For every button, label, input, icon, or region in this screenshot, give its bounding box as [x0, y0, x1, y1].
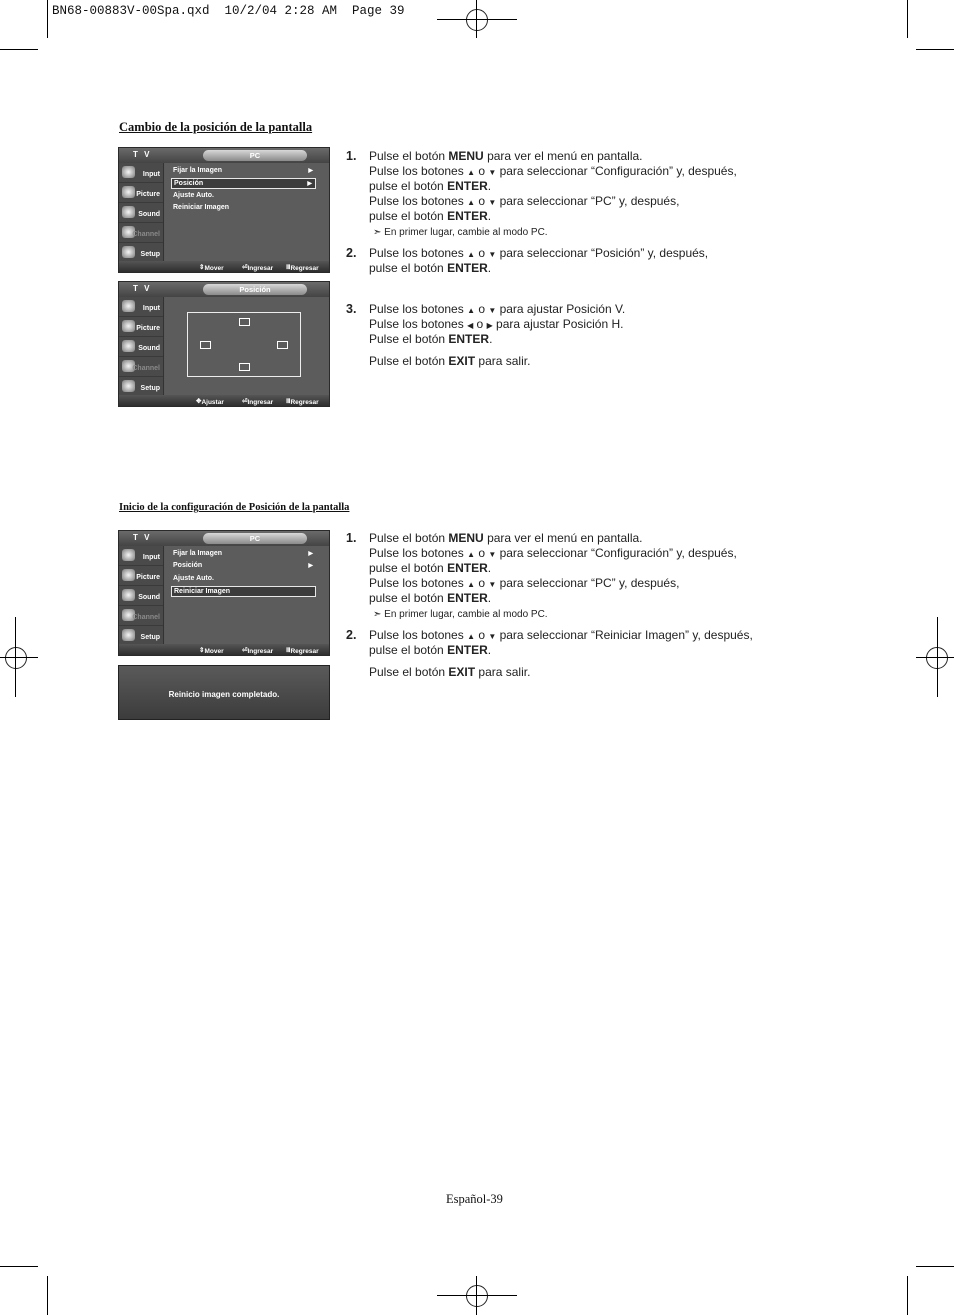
- move-hint: ⇕ Mover: [199, 647, 224, 655]
- sidebar-item-picture: Picture: [119, 317, 163, 337]
- step-line: Pulse los botones ◀ o ▶ para ajustar Posición H.: [369, 317, 624, 331]
- note: ➣ En primer lugar, cambie al modo PC.: [373, 227, 548, 238]
- chevron-right-icon: ▶: [308, 168, 313, 174]
- osd-main-panel: [165, 163, 329, 263]
- osd-sidebar: [119, 163, 164, 263]
- position-left-icon: [200, 341, 211, 349]
- sidebar-item-input: Input: [119, 546, 163, 566]
- step-line: pulse el botón ENTER.: [369, 261, 492, 275]
- osd-pc-menu: [118, 147, 330, 273]
- picture-icon: [122, 569, 135, 581]
- sidebar-item-sound: Sound: [119, 203, 163, 223]
- crop-mark: [907, 1276, 908, 1315]
- reset-message-box: [118, 665, 330, 720]
- sidebar-item-setup: Setup: [119, 626, 163, 646]
- step-line: Pulse el botón ENTER.: [369, 332, 493, 346]
- crop-mark: [0, 1266, 38, 1267]
- enter-hint: ⏎ Ingresar: [242, 398, 274, 406]
- step-line: Pulse el botón MENU para ver el menú en pantalla.: [369, 149, 643, 163]
- sidebar-item-channel: Channel: [119, 223, 163, 243]
- sidebar-item-sound: Sound: [119, 337, 163, 357]
- step-line: Pulse el botón EXIT para salir.: [369, 354, 531, 368]
- return-hint: Ⅲ Regresar: [286, 264, 319, 272]
- registration-line: [937, 617, 938, 697]
- reset-message: Reinicio imagen completado.: [168, 690, 280, 699]
- osd-sidebar: [119, 546, 164, 646]
- section-title: Inicio de la configuración de Posición de la pantalla: [119, 502, 350, 513]
- crop-mark: [47, 1276, 48, 1315]
- registration-line: [437, 1295, 517, 1296]
- crop-mark: [916, 1266, 954, 1267]
- step-line: Pulse los botones ▲ o ▼ para seleccionar “Configuración” y, después,: [369, 546, 737, 560]
- setup-icon: [122, 629, 135, 641]
- osd-heading: Posición: [203, 284, 307, 295]
- return-hint: Ⅲ Regresar: [286, 398, 319, 406]
- menu-item-posicion: Posición ▶: [171, 178, 316, 189]
- enter-hint: ⏎ Ingresar: [242, 647, 274, 655]
- sidebar-item-channel: Channel: [119, 357, 163, 377]
- position-down-icon: [239, 363, 250, 371]
- registration-mark-left: [5, 647, 27, 669]
- position-up-icon: [239, 318, 250, 326]
- sidebar-item-picture: Picture: [119, 566, 163, 586]
- step-line: Pulse los botones ▲ o ▼ para seleccionar “Configuración” y, después,: [369, 164, 737, 178]
- section-title: Cambio de la posición de la pantalla: [119, 120, 313, 134]
- input-icon: [122, 549, 135, 561]
- osd-tv-label: T V: [133, 533, 152, 542]
- osd-tv-label: T V: [133, 150, 152, 159]
- step-line: pulse el botón ENTER.: [369, 561, 492, 575]
- crop-mark: [916, 49, 954, 50]
- step-line: Pulse el botón MENU para ver el menú en pantalla.: [369, 531, 643, 545]
- setup-icon: [122, 246, 135, 258]
- registration-line: [476, 0, 477, 38]
- sidebar-item-setup: Setup: [119, 243, 163, 263]
- step-line: Pulse los botones ▲ o ▼ para seleccionar “Reiniciar Imagen” y, después,: [369, 628, 753, 642]
- picture-icon: [122, 320, 135, 332]
- step-line: Pulse los botones ▲ o ▼ para seleccionar “PC” y, después,: [369, 576, 680, 590]
- osd-heading: PC: [203, 533, 307, 544]
- crop-mark: [47, 0, 48, 38]
- crop-mark: [0, 49, 38, 50]
- return-hint: Ⅲ Regresar: [286, 647, 319, 655]
- enter-hint: ⏎ Ingresar: [242, 264, 274, 272]
- osd-position-screen: [118, 281, 330, 407]
- registration-line: [437, 19, 517, 20]
- crop-mark: [907, 0, 908, 38]
- step-line: Pulse el botón EXIT para salir.: [369, 665, 531, 679]
- menu-item-ajuste: Ajuste Auto.: [173, 192, 214, 199]
- picture-icon: [122, 186, 135, 198]
- registration-line: [476, 1276, 477, 1315]
- menu-item-ajuste: Ajuste Auto.: [173, 575, 214, 582]
- adjust-hint: ✥ Ajustar: [196, 398, 224, 406]
- file-header: BN68-00883V-00Spa.qxd 10/2/04 2:28 AM Page 39: [52, 4, 405, 18]
- osd-pc-menu-reset: [118, 530, 330, 656]
- sound-icon: [122, 206, 135, 218]
- registration-line: [0, 657, 38, 658]
- chevron-right-icon: ▶: [307, 181, 312, 187]
- step-line: Pulse los botones ▲ o ▼ para ajustar Posición V.: [369, 302, 626, 316]
- step-line: pulse el botón ENTER.: [369, 179, 492, 193]
- step-line: pulse el botón ENTER.: [369, 209, 492, 223]
- osd-sidebar: [119, 297, 164, 397]
- osd-bottom-bar: [119, 644, 329, 655]
- page-number: Español-39: [446, 1192, 503, 1206]
- menu-item-posicion: Posición ▶: [173, 562, 313, 569]
- registration-line: [916, 657, 954, 658]
- osd-heading: PC: [203, 150, 307, 161]
- note: ➣ En primer lugar, cambie al modo PC.: [373, 609, 548, 620]
- sidebar-item-input: Input: [119, 163, 163, 183]
- setup-icon: [122, 380, 135, 392]
- position-frame: [187, 312, 301, 377]
- sidebar-item-picture: Picture: [119, 183, 163, 203]
- sidebar-item-input: Input: [119, 297, 163, 317]
- menu-item-reiniciar: Reiniciar Imagen: [173, 204, 230, 211]
- step-line: Pulse los botones ▲ o ▼ para seleccionar “PC” y, después,: [369, 194, 680, 208]
- sidebar-item-sound: Sound: [119, 586, 163, 606]
- input-icon: [122, 300, 135, 312]
- registration-mark-bottom: [466, 1285, 488, 1307]
- menu-item-fijar: Fijar la Imagen ▶: [173, 167, 313, 174]
- step-line: pulse el botón ENTER.: [369, 591, 492, 605]
- registration-line: [15, 617, 16, 697]
- move-hint: ⇕ Mover: [199, 264, 224, 272]
- chevron-right-icon: ▶: [308, 551, 313, 557]
- position-right-icon: [277, 341, 288, 349]
- menu-item-reiniciar: Reiniciar Imagen: [171, 586, 316, 597]
- osd-bottom-bar: [119, 395, 329, 406]
- osd-main-panel: [165, 546, 329, 646]
- chevron-right-icon: ▶: [308, 563, 313, 569]
- osd-tv-label: T V: [133, 284, 152, 293]
- sidebar-item-setup: Setup: [119, 377, 163, 397]
- osd-bottom-bar: [119, 261, 329, 272]
- sound-icon: [122, 589, 135, 601]
- input-icon: [122, 166, 135, 178]
- registration-mark-top: [466, 9, 488, 31]
- sound-icon: [122, 340, 135, 352]
- step-line: pulse el botón ENTER.: [369, 643, 492, 657]
- step-line: Pulse los botones ▲ o ▼ para seleccionar “Posición” y, después,: [369, 246, 709, 260]
- sidebar-item-channel: Channel: [119, 606, 163, 626]
- osd-main-panel: [165, 297, 329, 397]
- menu-item-fijar: Fijar la Imagen ▶: [173, 550, 313, 557]
